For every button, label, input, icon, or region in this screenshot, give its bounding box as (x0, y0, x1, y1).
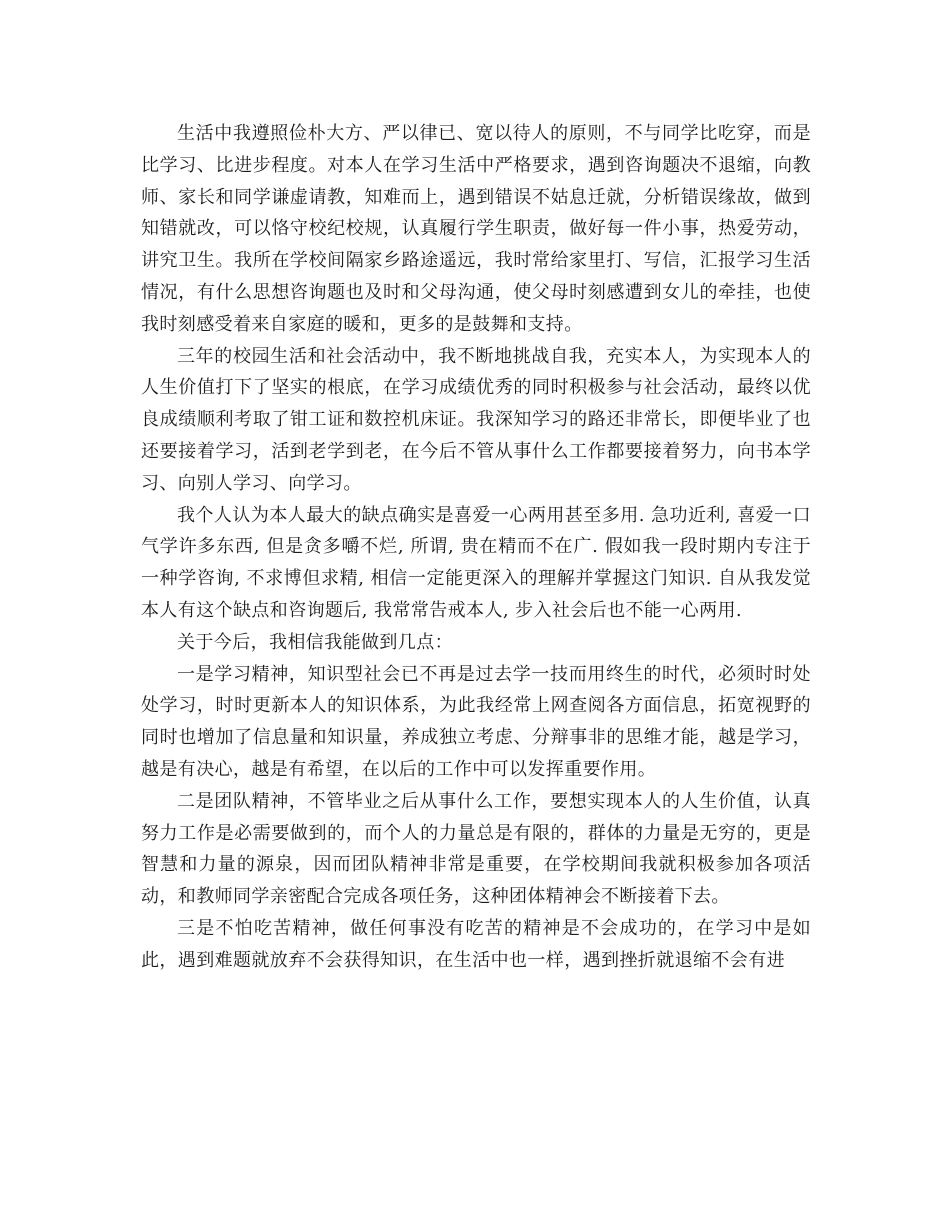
paragraph-team-spirit: 二是团队精神，不管毕业之后从事什么工作，要想实现本人的人生价值，认真努力工作是必需要做到的，而个人的力量总是有限的，群体的力量是无穷的，更是智慧和力量的源泉，因而团队精神非常是重要，在学校期间我就积极参加各项活动，和教师同学亲密配合完成各项任务，这种团体精神会不断接着下去。 (141, 790, 811, 908)
paragraph-learning-spirit: 一是学习精神，知识型社会已不再是过去学一技而用终生的时代，必须时时处处学习，时时更新本人的知识体系，为此我经常上网查阅各方面信息，拓宽视野的同时也增加了信息量和知识量，养成独立考虑、分辩事非的思维才能，越是学习，越是有决心，越是有希望，在以后的工作中可以发挥重要作用。 (141, 663, 811, 780)
paragraph-future-intro: 关于今后，我相信我能做到几点： (177, 631, 453, 653)
paragraph-shortcoming: 我个人认为本人最大的缺点确实是喜爱一心两用甚至多用. 急功近利, 喜爱一口气学许多东西, 但是贪多嚼不烂, 所谓, 贵在精而不在广. 假如我一段时期内专注于一种学咨询, 不求博但求精, 相信一定能更深入的理解并掌握这门知识. 自从我发觉本人有这个缺点和咨询题后, 我常常告戒本人, 步入社会后也不能一心两用. (141, 504, 811, 621)
document-body (141, 118, 811, 977)
paragraph-hardship-spirit: 三是不怕吃苦精神，做任何事没有吃苦的精神是不会成功的，在学习中是如此，遇到难题就放弃不会获得知识，在生活中也一样，遇到挫折就退缩不会有进 (141, 917, 811, 971)
paragraph-frugal-living: 生活中我遵照俭朴大方、严以律已、宽以待人的原则，不与同学比吃穿，而是比学习、比进步程度。对本人在学习生活中严格要求，遇到咨询题决不退缩，向教师、家长和同学谦虚请教，知难而上，遇到错误不姑息迁就，分析错误缘故，做到知错就改，可以恪守校纪校规，认真履行学生职责，做好每一件小事，热爱劳动，讲究卫生。我所在学校间隔家乡路途遥远，我时常给家里打、写信，汇报学习生活情况，有什么思想咨询题也及时和父母沟通，使父母时刻感遭到女儿的牵挂，也使我时刻感受着来自家庭的暖和，更多的是鼓舞和支持。 (141, 123, 811, 335)
paragraph-campus-life: 三年的校园生活和社会活动中，我不断地挑战自我，充实本人，为实现本人的人生价值打下了坚实的根底，在学习成绩优秀的同时积极参与社会活动，最终以优良成绩顺利考取了钳工证和数控机床证。我深知学习的路还非常长，即便毕业了也还要接着学习，活到老学到老，在今后不管从事什么工作都要接着努力，向书本学习、向别人学习、向学习。 (141, 345, 811, 494)
